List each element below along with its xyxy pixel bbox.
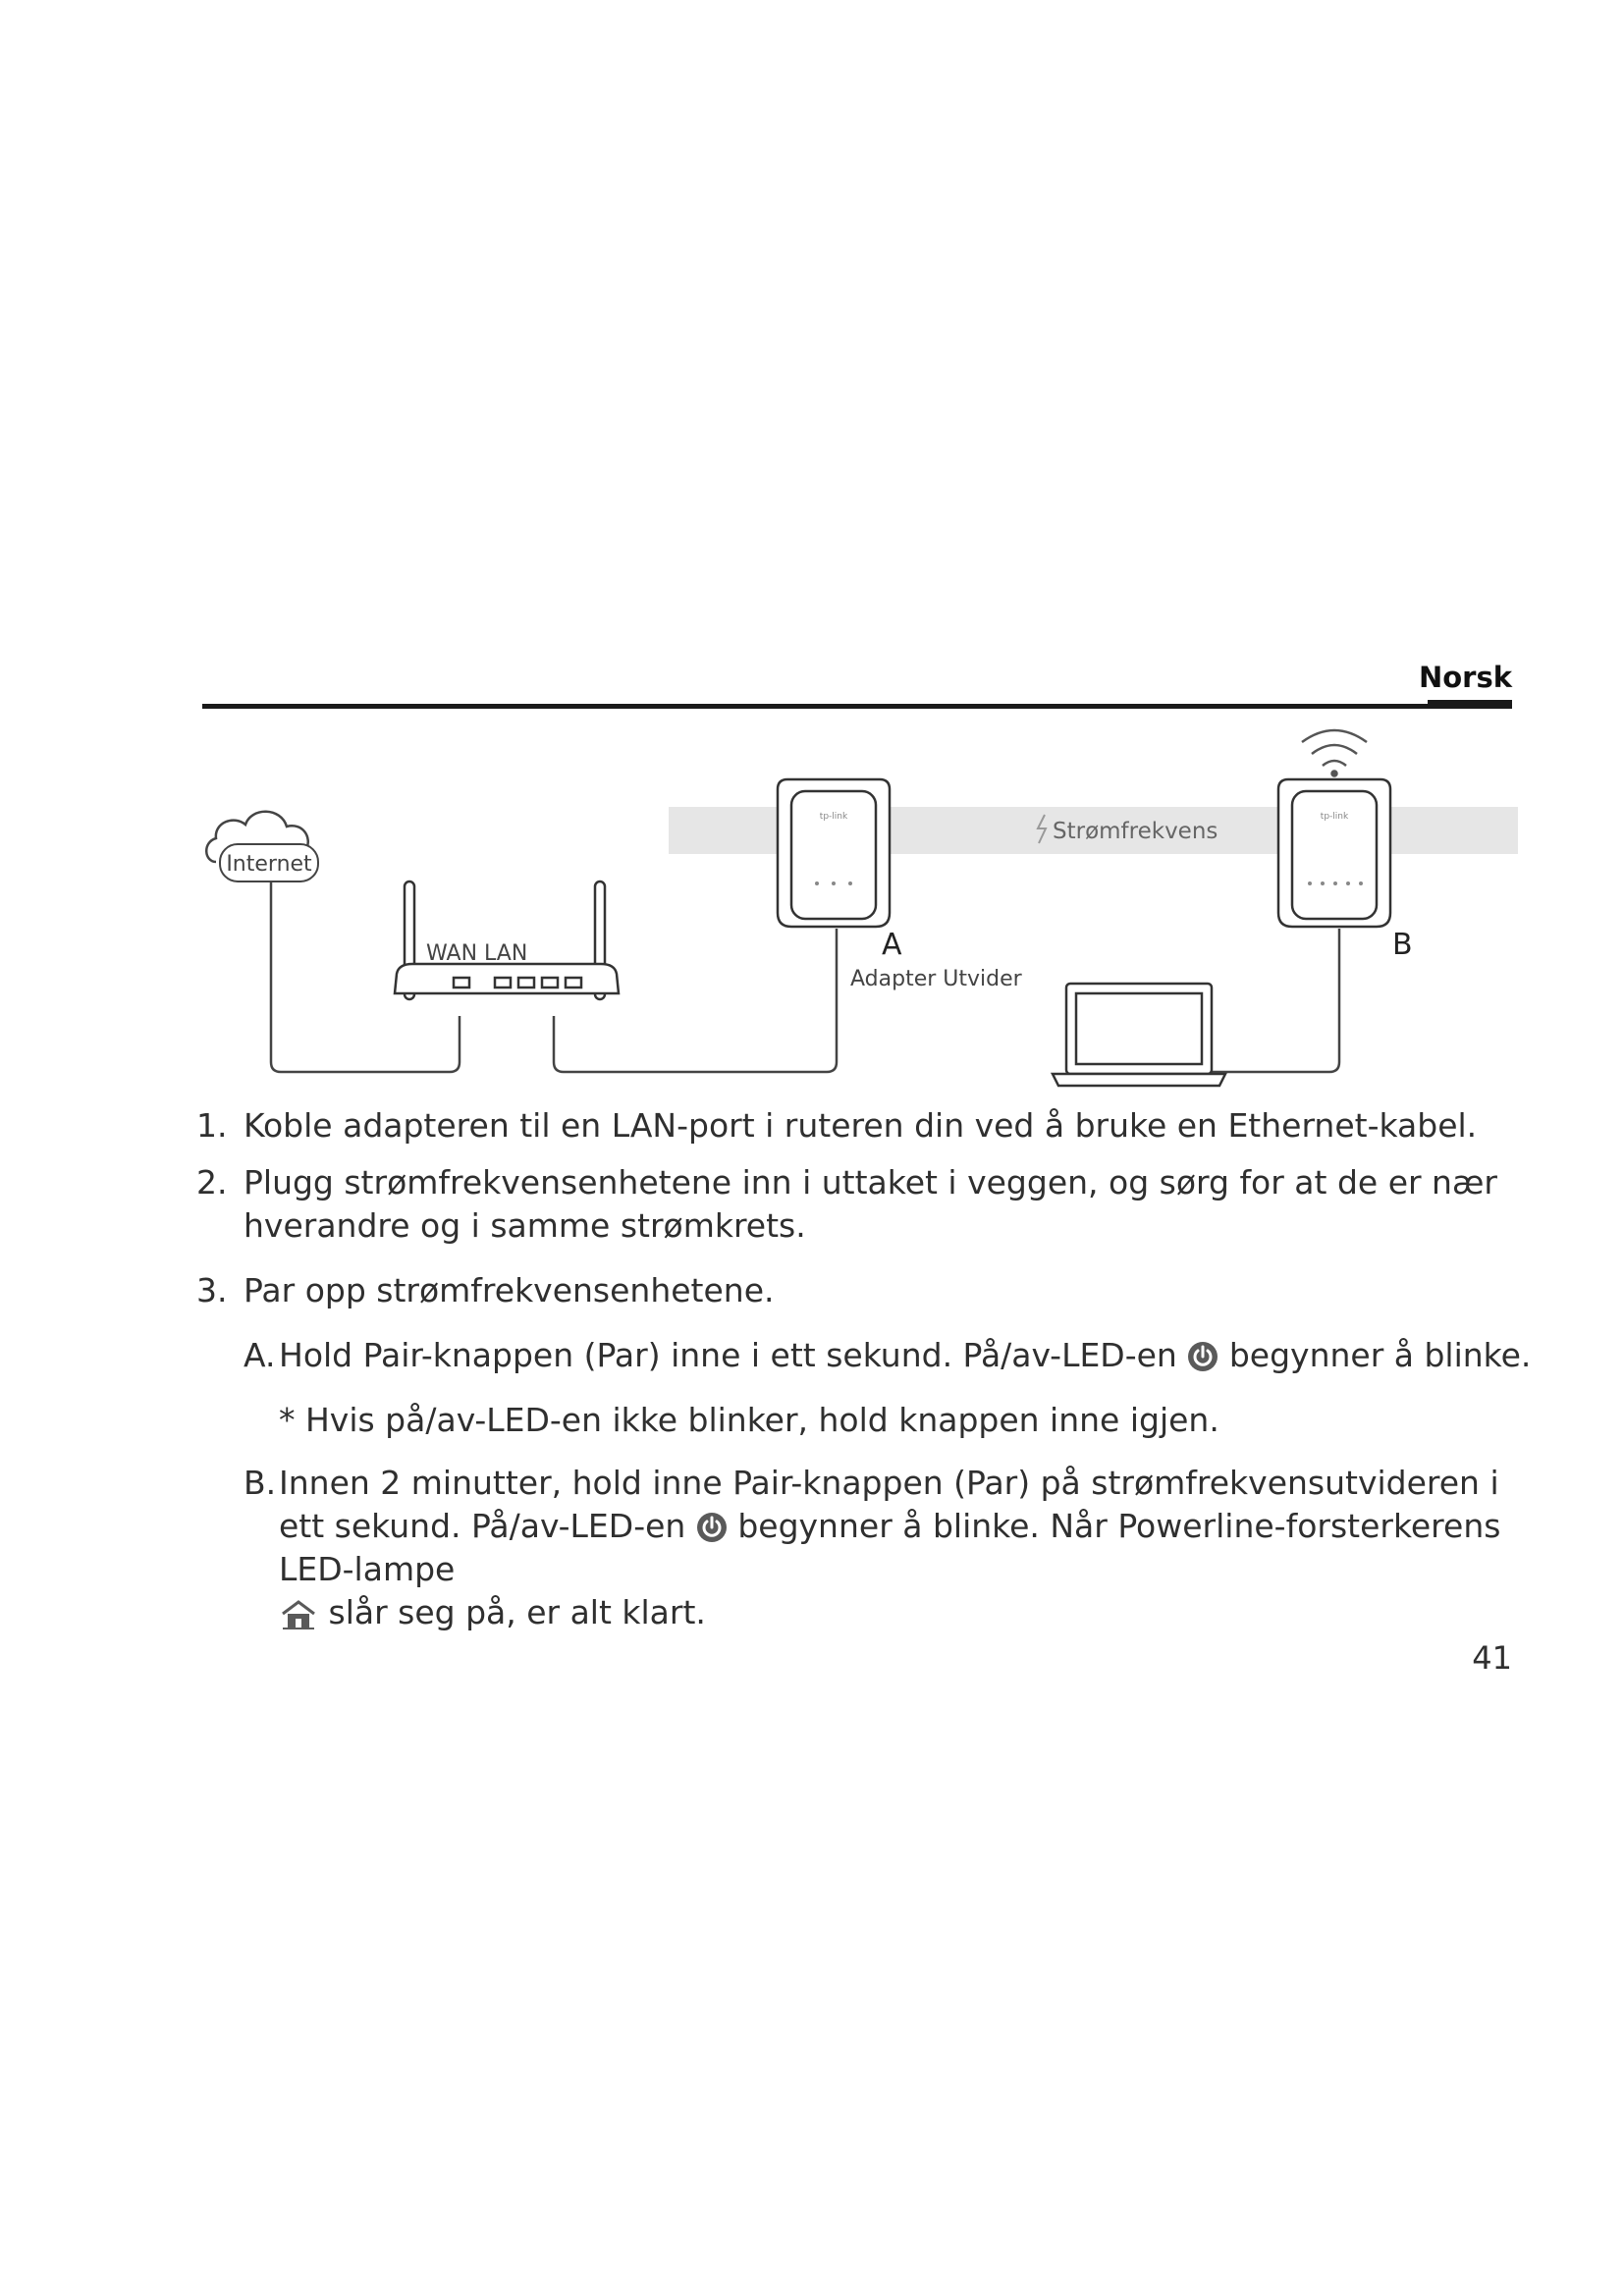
substep-a-note: * Hvis på/av-LED-en ikke blinker, hold knappen inne igjen.	[279, 1401, 1219, 1439]
powerline-adapter-a	[778, 779, 890, 927]
internet-label: Internet	[226, 852, 312, 877]
adapter-a-logo: tp-link	[819, 812, 848, 822]
wifi-icon	[1302, 730, 1367, 776]
substep-b-text-3: slår seg på, er alt klart.	[328, 1593, 706, 1631]
language-heading: Norsk	[1418, 661, 1512, 694]
header-rule-accent	[1428, 700, 1512, 709]
substep-b-text-1: Innen 2 minutter, hold inne Pair-knappen (Par) på strømfrekvensutvideren i ett sekund. På/av-LED-en	[279, 1464, 1499, 1545]
step-1	[196, 1104, 1532, 1148]
substep-a-label: A.	[244, 1336, 276, 1374]
router-icon	[395, 881, 619, 999]
home-icon	[279, 1598, 318, 1629]
substep-b	[244, 1462, 1532, 1634]
header-rule	[202, 704, 1428, 709]
label-b: B	[1392, 928, 1413, 962]
page-number: 41	[1472, 1639, 1512, 1677]
laptop-icon	[1053, 984, 1225, 1086]
adapter-label: Adapter Utvider	[850, 967, 1022, 991]
label-a: A	[882, 928, 902, 962]
power-icon	[696, 1512, 728, 1543]
power-icon	[1187, 1341, 1218, 1372]
substep-a-text-1: Hold Pair-knappen (Par) inne i ett sekund. På/av-LED-en	[279, 1336, 1177, 1374]
step-3-text: Par opp strømfrekvensenhetene.	[244, 1271, 775, 1309]
step-3	[196, 1269, 1532, 1312]
step-2-number: 2.	[196, 1163, 228, 1201]
step-1-number: 1.	[196, 1106, 228, 1145]
network-diagram	[202, 717, 1518, 1090]
substep-b-label: B.	[244, 1464, 277, 1502]
step-2	[196, 1161, 1532, 1248]
substep-a-text-2: begynner å blinke.	[1228, 1336, 1532, 1374]
substep-b-text-2: begynner å blinke. Når Powerline-forsterkerens LED-lampe	[279, 1507, 1501, 1588]
instruction-list	[196, 1104, 1532, 1634]
step-1-text: Koble adapteren til en LAN-port i ruteren din ved å bruke en Ethernet-kabel.	[244, 1106, 1478, 1145]
extender-b-logo: tp-link	[1320, 812, 1349, 822]
router-ports-label: WAN LAN	[426, 941, 528, 966]
powerline-extender-b	[1278, 779, 1390, 927]
step-3-number: 3.	[196, 1271, 228, 1309]
substep-a	[244, 1334, 1532, 1377]
band-label: Strømfrekvens	[1053, 819, 1218, 844]
step-2-text: Plugg strømfrekvensenhetene inn i uttaket i veggen, og sørg for at de er nær hverandre og i samme strømkrets.	[244, 1163, 1497, 1245]
